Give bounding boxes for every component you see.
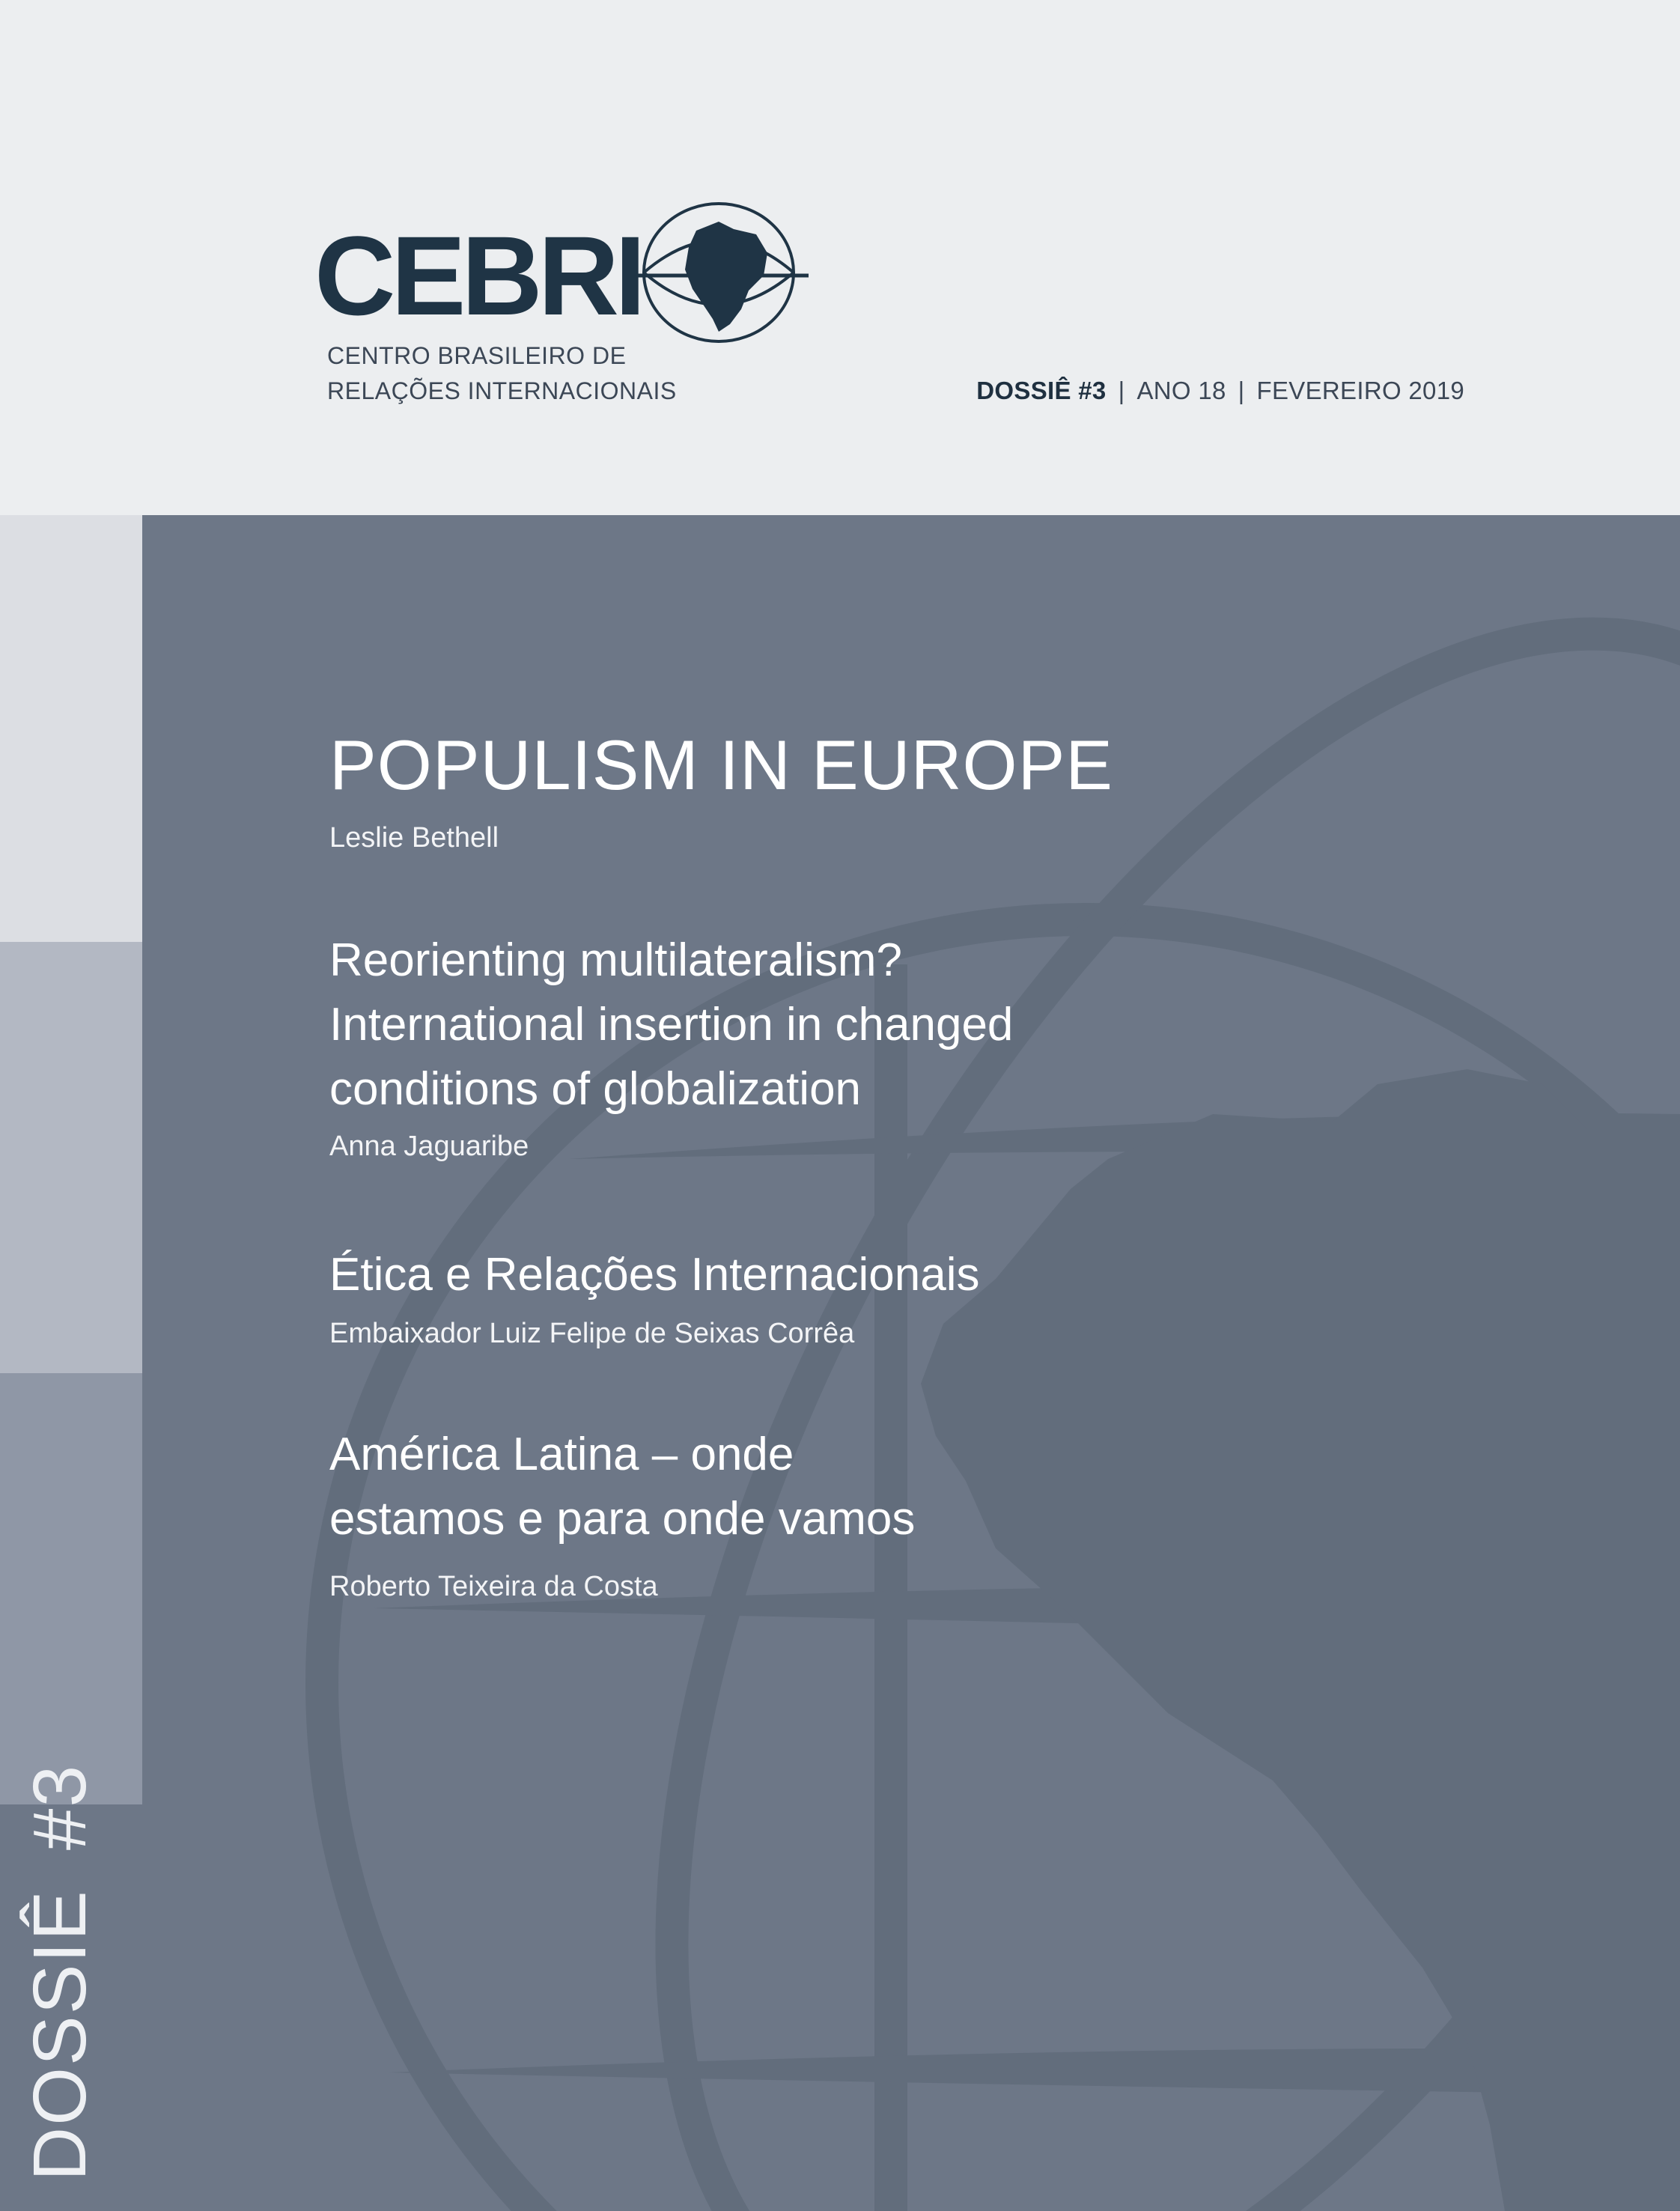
- issue-label: DOSSIÊ #3: [976, 377, 1107, 404]
- article-2-title-line: Reorienting multilateralism?: [329, 934, 902, 986]
- article-1-author: Leslie Bethell: [329, 822, 499, 854]
- organization-name: [327, 338, 677, 409]
- article-3-author: Embaixador Luiz Felipe de Seixas Corrêa: [329, 1318, 855, 1349]
- article-2-title-line: International insertion in changed: [329, 999, 1014, 1050]
- logo-wordmark: CEBRI: [314, 213, 642, 338]
- article-2-title: [329, 928, 1013, 1122]
- article-4-title-line: América Latina – onde: [329, 1429, 794, 1480]
- spine-strip-1: [0, 515, 142, 942]
- org-name-line1: CENTRO BRASILEIRO DE: [327, 342, 627, 369]
- article-4-title: [329, 1423, 915, 1551]
- spine-number: #3: [18, 1763, 102, 1851]
- separator: |: [1118, 377, 1125, 404]
- cebri-logo: [314, 201, 809, 350]
- spine-strip-3: [0, 1373, 142, 1804]
- article-3-title-line: Ética e Relações Internacionais: [329, 1249, 980, 1301]
- year-label: ANO 18: [1136, 377, 1226, 404]
- spine-label: [7, 1763, 112, 2181]
- article-2-title-line: conditions of globalization: [329, 1063, 862, 1115]
- issue-info: [976, 377, 1464, 405]
- date-label: FEVEREIRO 2019: [1256, 377, 1464, 404]
- cover-main: [0, 515, 1680, 2211]
- header-band: [0, 0, 1680, 515]
- org-name-line2: RELAÇÕES INTERNACIONAIS: [327, 377, 677, 404]
- spine-strip-2: [0, 942, 142, 1373]
- spine-word: DOSSIÊ: [18, 1889, 102, 2181]
- article-4-author: Roberto Teixeira da Costa: [329, 1571, 658, 1602]
- article-3-title: [329, 1243, 979, 1307]
- separator: |: [1238, 377, 1245, 404]
- article-4-title-line: estamos e para onde vamos: [329, 1493, 916, 1545]
- article-2-author: Anna Jaguaribe: [329, 1131, 529, 1162]
- article-1-title: POPULISM IN EUROPE: [329, 726, 1113, 804]
- globe-emblem-icon: [629, 204, 809, 341]
